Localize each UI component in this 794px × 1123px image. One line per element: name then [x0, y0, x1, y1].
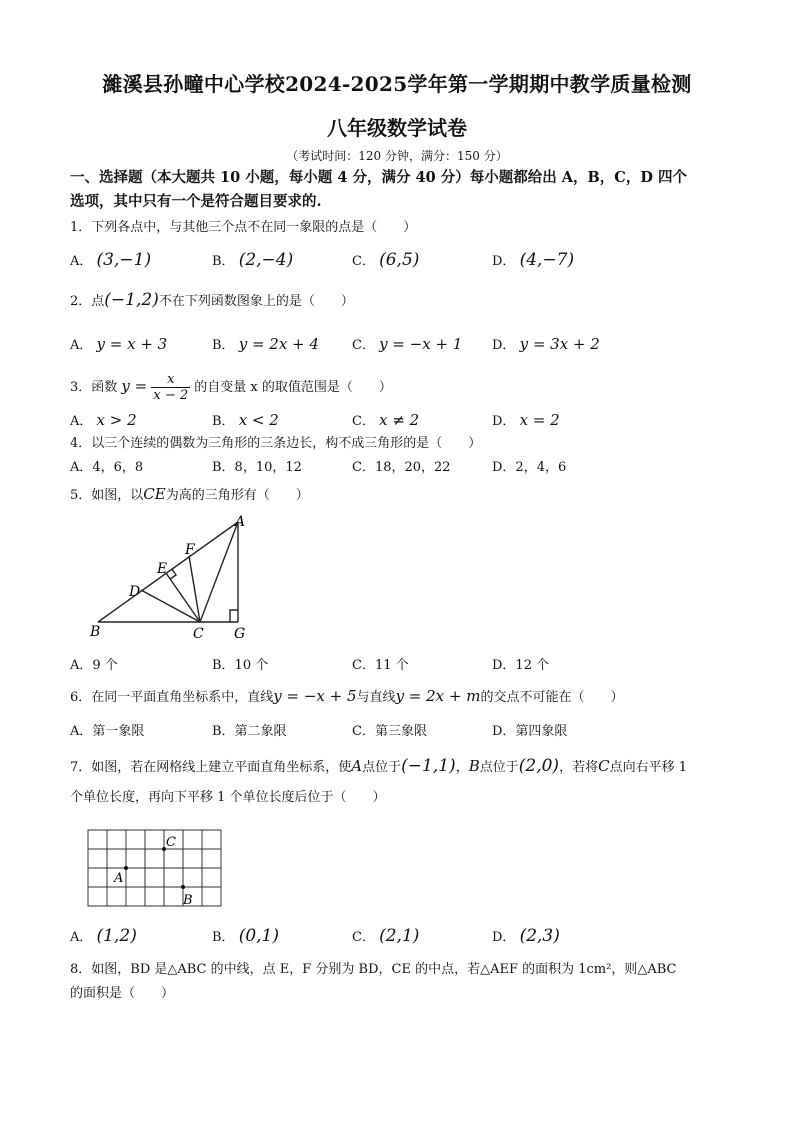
grid-label-c: C: [166, 835, 176, 850]
section-heading-line2: 选项，其中只有一个是符合题目要求的.: [70, 193, 322, 210]
q2-option-c: C． y = −x + 1: [352, 335, 463, 353]
q5-option-c: C．11 个: [352, 658, 409, 673]
label-f: F: [185, 542, 195, 558]
q7-stem-line1: 7．如图，若在网格线上建立平面直角坐标系，使A点位于(−1,1)，B点位于(2,0)，若将C点向右平移 1: [70, 756, 687, 776]
label-b: B: [90, 624, 101, 640]
label-g: G: [234, 626, 246, 642]
q4-option-d: D．2，4，6: [492, 460, 567, 475]
q3-stem: 3．函数 y = $\frac{x}{x - 2}$ 的自变量 x 的取值范围是（ ）: [70, 372, 392, 403]
q3-option-a: A． x > 2: [70, 411, 137, 429]
q5-option-a: A．9 个: [70, 658, 118, 673]
q4-option-c: C．18，20，22: [352, 460, 451, 475]
grid-label-a: A: [114, 871, 124, 886]
q7-option-a: A． (1,2): [70, 926, 137, 946]
q5-option-d: D．12 个: [492, 658, 550, 673]
q3-option-c: C． x ≠ 2: [352, 411, 420, 429]
q3-option-b: B． x < 2: [212, 411, 279, 429]
q3-option-d: D． x = 2: [492, 411, 560, 429]
label-c: C: [193, 626, 204, 642]
q6-option-a: A．第一象限: [70, 724, 145, 739]
q8-stem-line2: 的面积是（ ）: [70, 986, 175, 1001]
q7-option-c: C． (2,1): [352, 926, 420, 946]
q7-grid-figure: [86, 828, 226, 910]
label-e: E: [157, 561, 168, 577]
q4-option-b: B．8，10，12: [212, 460, 302, 475]
exam-subtitle: 八年级数学试卷: [327, 116, 467, 140]
exam-note: （考试时间：120 分钟，满分：150 分）: [286, 149, 508, 163]
q3-fraction: $\frac{x}{x - 2}$: [153, 372, 189, 403]
q2-option-d: D． y = 3x + 2: [492, 335, 600, 353]
q6-option-d: D．第四象限: [492, 724, 568, 739]
q6-option-c: C．第三象限: [352, 724, 427, 739]
q1-option-c: C． (6,5): [352, 250, 420, 270]
q4-option-a: A．4，6，8: [70, 460, 144, 475]
q1-option-b: B． (2,−4): [212, 250, 294, 270]
q2-option-b: B． y = 2x + 4: [212, 335, 319, 353]
label-d: D: [129, 584, 141, 600]
point-b: [181, 885, 185, 889]
point-a: [124, 866, 128, 870]
q1-option-a: A． (3,−1): [70, 250, 152, 270]
q7-option-d: D． (2,3): [492, 926, 560, 946]
q7-option-b: B． (0,1): [212, 926, 280, 946]
q2-option-a: A． y = x + 3: [70, 335, 168, 353]
q8-stem-line1: 8．如图，BD 是△ABC 的中线，点 E，F 分别为 BD，CE 的中点，若△AEF 的面积为 1cm²，则△ABC: [70, 962, 677, 977]
q2-stem: 2．点(−1,2)不在下列函数图象上的是（ ）: [70, 290, 354, 310]
q1-option-d: D． (4,−7): [492, 250, 575, 270]
q4-stem: 4．以三个连续的偶数为三角形的三条边长，构不成三角形的是（ ）: [70, 436, 482, 451]
q6-stem: 6．在同一平面直角坐标系中，直线y = −x + 5与直线y = 2x + m的交点不可能在（ ）: [70, 687, 624, 705]
q5-stem: 5．如图，以CE为高的三角形有（ ）: [70, 485, 309, 503]
grid-label-b: B: [183, 893, 193, 908]
exam-title: 濰溪县孙疃中心学校2024-2025学年第一学期期中教学质量检测: [102, 72, 692, 96]
q1-stem: 1．下列各点中，与其他三个点不在同一象限的点是（ ）: [70, 220, 417, 235]
label-a: A: [235, 514, 246, 530]
q6-option-b: B．第二象限: [212, 724, 287, 739]
q7-stem-line2: 个单位长度，再向下平移 1 个单位长度后位于（ ）: [70, 790, 386, 805]
q5-option-b: B．10 个: [212, 658, 269, 673]
section-heading-line1: 一、选择题（本大题共 10 小题，每小题 4 分，满分 40 分）每小题都给出 A，B，C，D 四个: [70, 169, 687, 186]
q5-triangle-figure: [86, 510, 266, 642]
